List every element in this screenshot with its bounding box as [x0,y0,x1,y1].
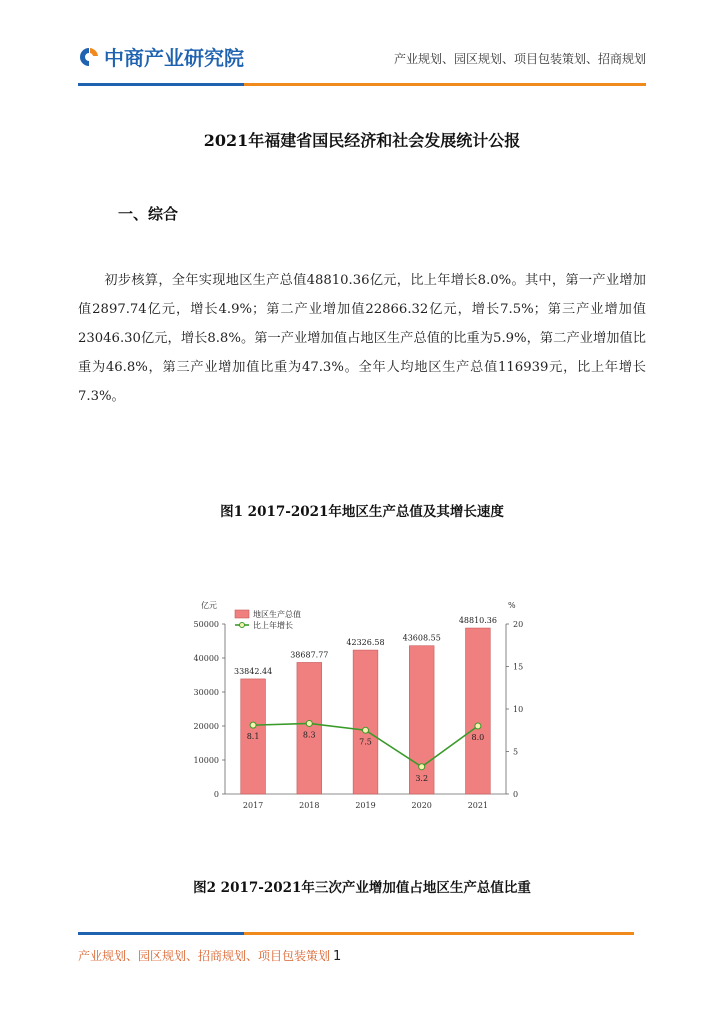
growth-label: 7.5 [359,737,372,747]
growth-label: 8.0 [471,733,485,742]
y-tick-label-left: 50000 [193,620,219,629]
gdp-bar-label: 38687.77 [290,650,329,660]
y-axis-right-unit: % [508,601,516,610]
gdp-bar-label: 42326.58 [346,638,385,648]
y-tick-label-right: 10 [513,705,524,714]
page-number: 1 [333,949,342,964]
y-tick-label-left: 20000 [193,722,219,731]
logo-icon [78,46,100,68]
gdp-chart [178,590,540,826]
summary-paragraph: 初步核算，全年实现地区生产总值48810.36亿元，比上年增长8.0%。其中，第一产业增加值2897.74亿元，增长4.9%；第二产业增加值22866.32亿元，增长7.5%；第三产业增加值23046.30亿元，增长8.8%。第一产业增加值占地区生产总值的比重为5.9%，第二产业增加值比重为46.8%，第三产业增加值比重为47.3%。全年人均地区生产总值116939元，比上年增长7.3%。 [78,273,646,404]
y-tick-label-left: 40000 [193,654,219,663]
gdp-bar [353,650,378,794]
y-axis-left-unit: 亿元 [201,601,217,610]
y-tick-label-right: 15 [513,662,524,672]
growth-label: 8.3 [302,730,316,740]
growth-label: 3.2 [415,773,429,783]
footer [78,947,341,964]
growth-point [306,720,312,726]
y-tick-label-left: 0 [213,790,219,799]
document-title: 2021年福建省国民经济和社会发展统计公报 [203,131,521,150]
footer-divider-orange [244,932,634,935]
legend-line-label: 比上年增长 [253,621,293,630]
footer-divider-blue [78,932,244,935]
legend-line-marker [240,623,245,628]
gdp-bar-label: 48810.36 [458,616,497,626]
gdp-chart-svg [178,590,540,826]
growth-label: 8.1 [246,732,260,742]
company-logo [78,42,244,71]
growth-point [250,722,256,728]
legend-bar-label: 地区生产总值 [253,610,301,619]
growth-point [363,727,369,733]
growth-point [475,723,481,729]
gdp-bar [297,662,322,794]
growth-point [419,764,425,770]
logo-text: 中商产业研究院 [104,46,244,70]
header-divider-blue [78,83,244,86]
gdp-bar [466,628,491,794]
x-tick-label: 2019 [355,801,376,810]
figure2-caption: 图2 2017-2021年三次产业增加值占地区生产总值比重 [193,880,531,896]
y-tick-label-left: 10000 [193,756,219,765]
gdp-bar [409,646,434,794]
y-tick-label-right: 5 [513,747,519,757]
x-tick-label: 2017 [242,801,264,810]
x-tick-label: 2021 [467,801,489,810]
footer-tagline: 产业规划、园区规划、招商规划、项目包装策划 [78,949,331,963]
y-tick-label-right: 20 [513,620,524,629]
gdp-bar-label: 43608.55 [402,633,441,643]
y-tick-label-left: 30000 [193,688,219,697]
legend-bar-swatch [235,610,249,618]
x-tick-label: 2018 [299,801,320,810]
y-tick-label-right: 0 [513,790,519,799]
gdp-bar-label: 33842.44 [234,666,273,676]
figure1-caption: 图1 2017-2021年地区生产总值及其增长速度 [220,504,504,520]
section-heading: 一、综合 [118,205,179,223]
header-divider-orange [244,83,646,86]
x-tick-label: 2020 [411,801,432,810]
header-tagline: 产业规划、园区规划、项目包装策划、招商规划 [393,52,646,66]
